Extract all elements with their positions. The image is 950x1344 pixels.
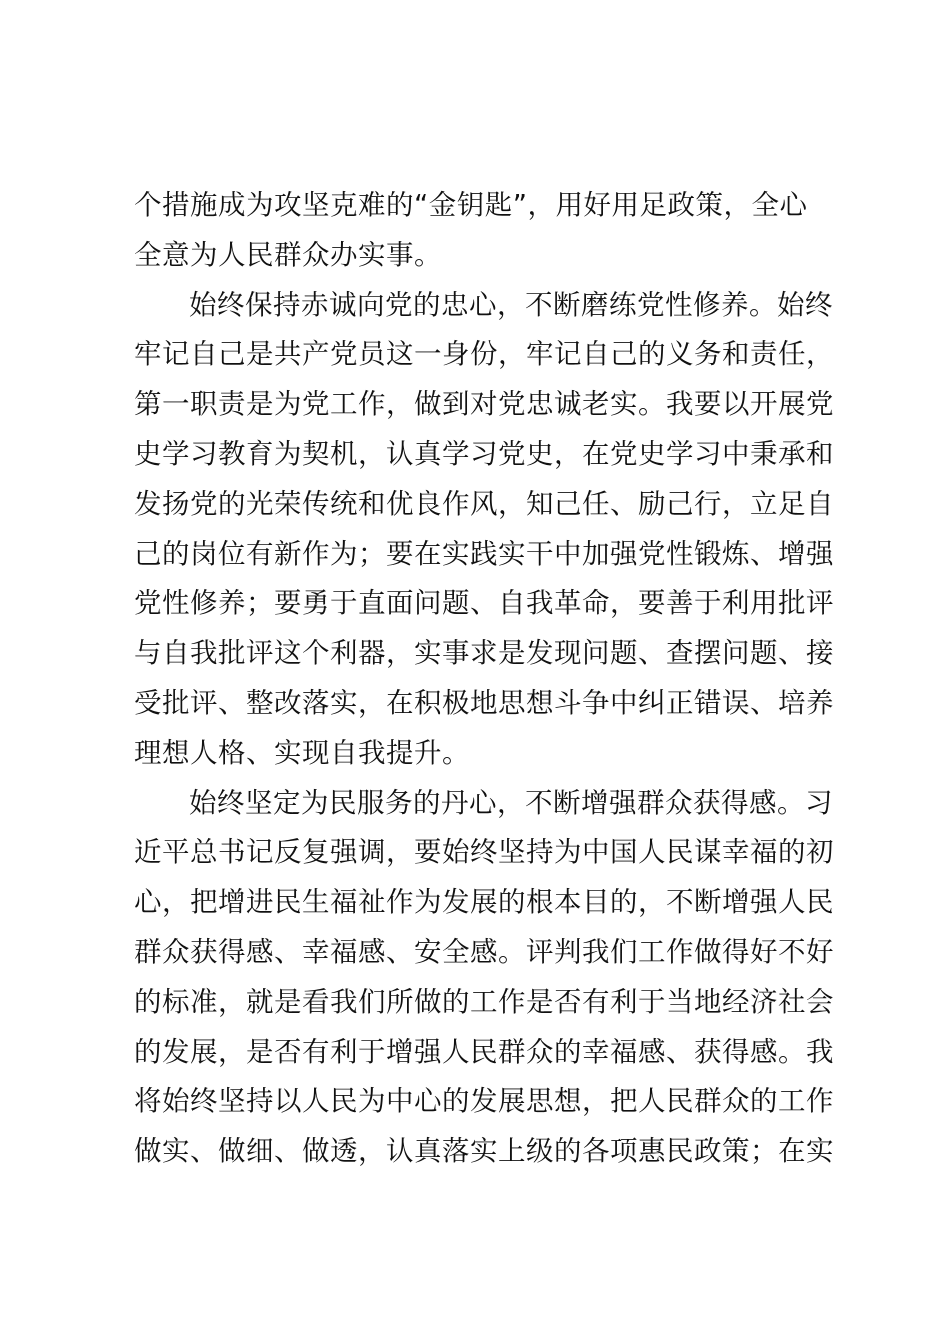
- paragraph-first-line: 始终保持赤诚向党的忠心，不断磨练党性修养。始终: [189, 288, 833, 321]
- text-line: 与自我批评这个利器，实事求是发现问题、查摆问题、接: [134, 637, 834, 670]
- text-line: 第一职责是为党工作，做到对党忠诚老实。我要以开展党: [134, 388, 834, 421]
- text-line: 个措施成为攻坚克难的“金钥匙”，用好用足政策，全心: [134, 189, 808, 221]
- text-line: 心，把增进民生福祉作为发展的根本目的，不断增强人民: [134, 886, 834, 919]
- text-line: 受批评、整改落实，在积极地思想斗争中纠正错误、培养: [134, 686, 834, 719]
- text-line: 将始终坚持以人民为中心的发展思想，把人民群众的工作: [134, 1085, 834, 1118]
- text-line: 理想人格、实现自我提升。: [134, 736, 470, 769]
- text-line: 的标准，就是看我们所做的工作是否有利于当地经济社会: [134, 985, 834, 1018]
- text-line: 发扬党的光荣传统和优良作风，知己任、励己行，立足自: [134, 487, 834, 520]
- text-line: 全意为人民群众办实事。: [134, 238, 442, 271]
- text-line: 史学习教育为契机，认真学习党史，在党史学习中秉承和: [134, 437, 834, 470]
- text-line: 牢记自己是共产党员这一身份，牢记自己的义务和责任，: [134, 338, 834, 371]
- text-line: 近平总书记反复强调，要始终坚持为中国人民谋幸福的初: [134, 836, 834, 869]
- document-body: [134, 181, 834, 1177]
- text-line: 党性修养；要勇于直面问题、自我革命，要善于利用批评: [134, 587, 834, 620]
- paragraph-first-line: 始终坚定为民服务的丹心，不断增强群众获得感。习: [189, 786, 833, 819]
- text-line: 的发展，是否有利于增强人民群众的幸福感、获得感。我: [134, 1035, 834, 1068]
- text-line: 群众获得感、幸福感、安全感。评判我们工作做得好不好: [134, 935, 834, 968]
- text-line: 做实、做细、做透，认真落实上级的各项惠民政策；在实: [134, 1135, 834, 1168]
- text-line: 己的岗位有新作为；要在实践实干中加强党性锻炼、增强: [134, 537, 834, 570]
